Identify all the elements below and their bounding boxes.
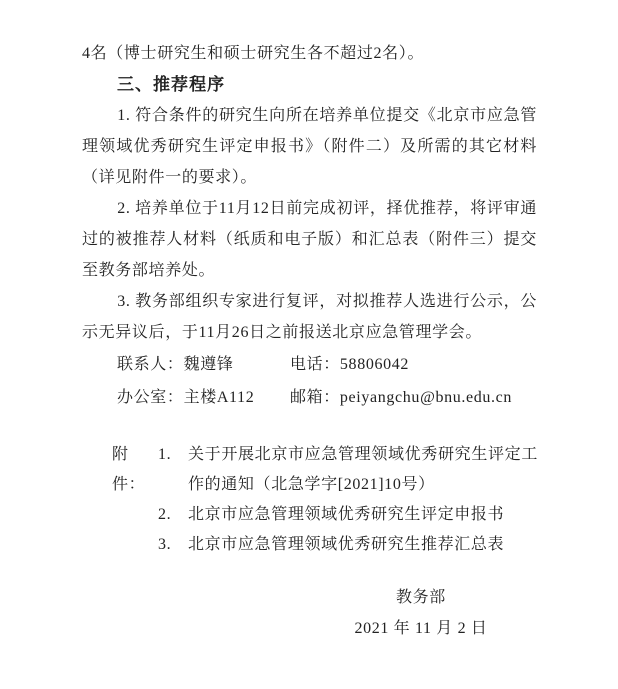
attachment-text-3: 北京市应急管理领域优秀研究生推荐汇总表 xyxy=(188,536,505,553)
contact-person-label: 联系人： xyxy=(117,356,184,373)
attachment-item-1 xyxy=(158,440,538,500)
attachments-block xyxy=(112,440,537,560)
phone-number: 58806042 xyxy=(339,356,410,373)
signature-department: 教务部 xyxy=(396,589,446,606)
procedure-paragraph-3: 3. 教务部组织专家进行复评，对拟推荐人选进行公示，公示无异议后，于11月26日之前报送北京应急管理学会。 xyxy=(82,293,537,341)
contact-phone-group xyxy=(290,348,537,381)
contact-row-1 xyxy=(117,348,537,381)
email-value: peiyangchu@bnu.edu.cn xyxy=(339,389,513,406)
intro-tail-line: 4名（博士研究生和硕士研究生各不超过2名）。 xyxy=(82,45,425,62)
signature-date: 2021 年 11 月 2 日 xyxy=(354,620,488,637)
contact-email-group xyxy=(290,381,537,414)
contact-row-2 xyxy=(117,381,537,414)
attachment-text-2: 北京市应急管理领域优秀研究生评定申报书 xyxy=(188,506,505,523)
attachments-list xyxy=(158,440,538,560)
procedure-paragraph-1: 1. 符合条件的研究生向所在培养单位提交《北京市应急管理领域优秀研究生评定申报书》（附件二）及所需的其它材料（详见附件一的要求）。 xyxy=(82,107,537,186)
attachment-number-1: 1. xyxy=(158,446,172,463)
office-value: 主楼A112 xyxy=(183,389,255,406)
attachments-label: 附件： xyxy=(112,446,146,493)
contact-person-group xyxy=(117,348,290,381)
attachment-item-3 xyxy=(158,530,538,560)
email-label: 邮箱： xyxy=(290,389,340,406)
office-label: 办公室： xyxy=(117,389,184,406)
section-heading: 三、推荐程序 xyxy=(117,75,226,94)
signature-block xyxy=(351,582,491,644)
attachment-item-2 xyxy=(158,500,538,530)
contact-office-group xyxy=(117,381,290,414)
attachment-text-1: 关于开展北京市应急管理领域优秀研究生评定工作的通知（北急学字[2021]10号） xyxy=(188,446,538,493)
contact-person-name: 魏遵锋 xyxy=(183,356,234,373)
attachment-number-2: 2. xyxy=(158,506,172,523)
procedure-paragraph-2: 2. 培养单位于11月12日前完成初评，择优推荐，将评审通过的被推荐人材料（纸质和电子版）和汇总表（附件三）提交至教务部培养处。 xyxy=(82,200,537,279)
phone-label: 电话： xyxy=(290,356,340,373)
attachment-number-3: 3. xyxy=(158,536,172,553)
